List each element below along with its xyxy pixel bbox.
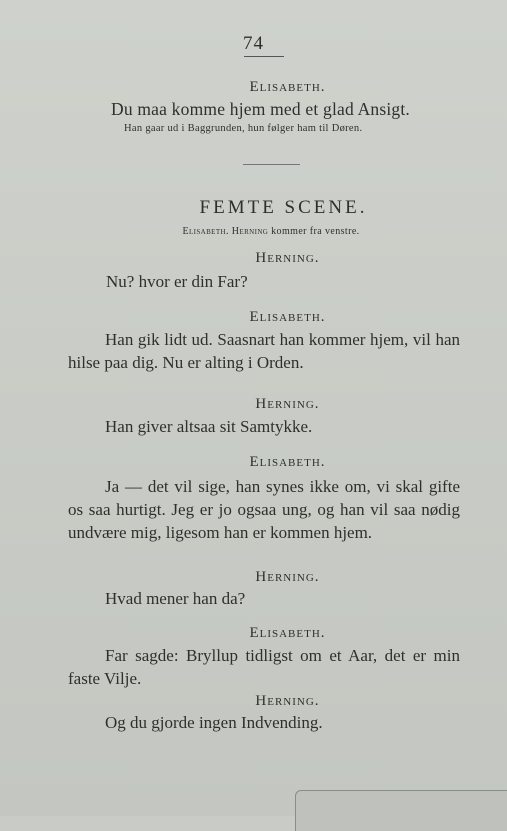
dialogue-paragraph bbox=[68, 644, 460, 690]
page-number-underline bbox=[244, 56, 284, 57]
dialogue-text: Far sagde: Bryllup tidligst om et Aar, det er min faste Vilje. bbox=[68, 646, 460, 688]
speaker-label: Elisabeth. bbox=[249, 79, 326, 95]
dialogue-paragraph bbox=[68, 328, 460, 374]
dialogue-paragraph bbox=[68, 475, 460, 544]
dialogue-line: Han giver altsaa sit Samtykke. bbox=[105, 417, 313, 436]
dialogue-line: Og du gjorde ingen Indvending. bbox=[105, 713, 323, 732]
dialogue-line: Hvad mener han da? bbox=[105, 589, 246, 608]
page-number: 74 bbox=[243, 33, 264, 54]
section-divider bbox=[243, 164, 300, 165]
page-corner-shadow bbox=[295, 790, 507, 831]
dialogue-line: Du maa komme hjem med et glad Ansigt. bbox=[111, 99, 411, 119]
speaker-label: Elisabeth. bbox=[249, 454, 326, 470]
scene-title: FEMTE SCENE. bbox=[199, 197, 368, 218]
speaker-label: Herning. bbox=[255, 693, 320, 709]
speaker-label: Elisabeth. bbox=[249, 309, 326, 325]
scene-stage-names: Elisabeth. Herning bbox=[182, 226, 269, 237]
scene-stage-direction bbox=[0, 226, 507, 237]
speaker-label: Herning. bbox=[255, 396, 320, 412]
dialogue-line: Nu? hvor er din Far? bbox=[106, 272, 248, 291]
speaker-label: Herning. bbox=[255, 569, 320, 585]
dialogue-text: Han gik lidt ud. Saasnart han kommer hjem, vil han hilse paa dig. Nu er alting i Orden. bbox=[68, 330, 460, 372]
stage-direction: Han gaar ud i Baggrunden, hun følger ham til Døren. bbox=[124, 123, 363, 134]
speaker-label: Herning. bbox=[255, 250, 320, 266]
speaker-label: Elisabeth. bbox=[249, 625, 326, 641]
scene-stage-tail: kommer fra venstre. bbox=[271, 226, 360, 237]
dialogue-text: Ja — det vil sige, han synes ikke om, vi skal gifte os saa hurtigt. Jeg er jo ogsaa ung, og han vil saa nødig undvære mig, ligesom han er kommen hjem. bbox=[68, 477, 460, 542]
